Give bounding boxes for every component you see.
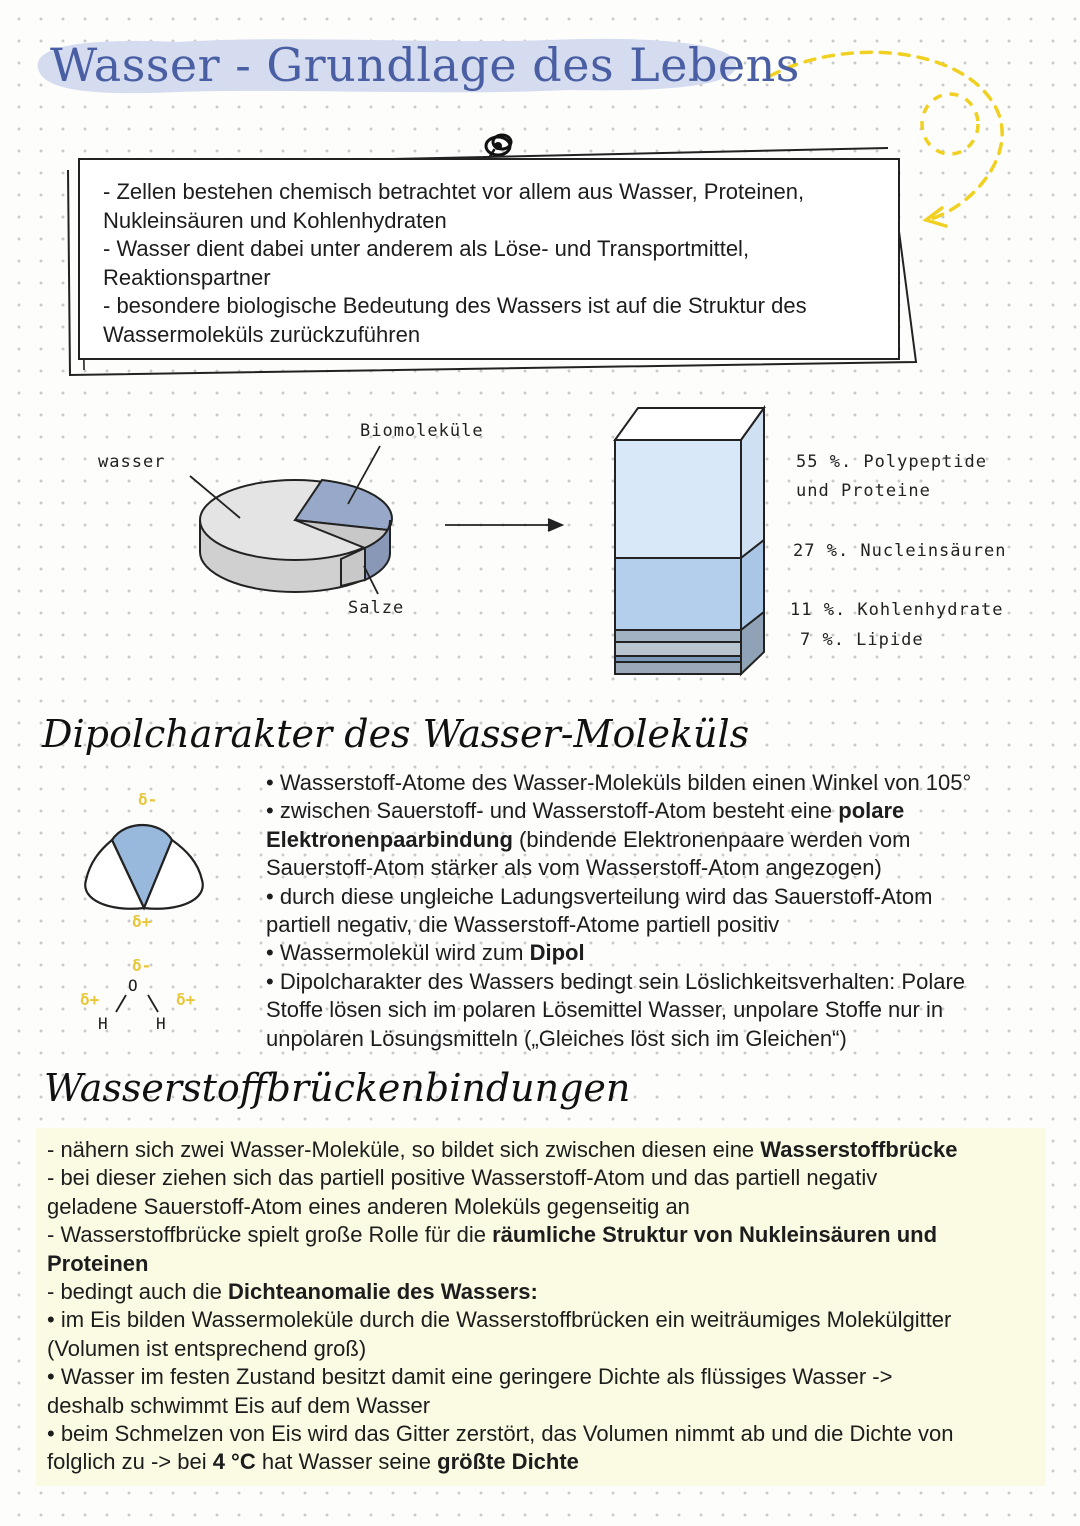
intro-line: - Wasser dient dabei unter anderem als Löse- und Transportmittel, xyxy=(103,236,750,261)
hbond-line: - bei dieser ziehen sich das partiell positive Wasserstoff-Atom und das partiell negativ xyxy=(47,1165,878,1191)
hbond-line: folglich zu -> bei 4 °C hat Wasser seine größte Dichte xyxy=(47,1449,579,1475)
hydrogen-atom-label: H xyxy=(156,1014,166,1033)
hbond-line: • beim Schmelzen von Eis wird das Gitter zerstört, das Volumen nimmt ab und die Dichte von xyxy=(47,1421,954,1447)
hbond-line: deshalb schwimmt Eis auf dem Wasser xyxy=(47,1392,431,1418)
dipol-line: Elektronenpaarbindung (bindende Elektronenpaare werden vom xyxy=(266,826,911,852)
delta-minus-label: δ- xyxy=(132,956,152,975)
pie-label-biomolecules: Biomoleküle xyxy=(360,421,484,441)
dipol-line: • Wassermolekül wird zum Dipol xyxy=(266,940,585,966)
delta-plus-label: δ+ xyxy=(176,990,196,1009)
dipol-line: • Wasserstoff-Atome des Wasser-Moleküls bilden einen Winkel von 105° xyxy=(266,770,972,795)
delta-minus-label: δ- xyxy=(138,790,158,809)
page-title: Wasser - Grundlage des Lebens xyxy=(50,38,800,92)
dipol-line: unpolaren Lösungsmitteln („Gleiches löst sich im Gleichen“) xyxy=(266,1025,847,1051)
dipol-text-block xyxy=(266,769,1056,1053)
composition-block xyxy=(615,408,764,674)
hbond-line: - nähern sich zwei Wasser-Moleküle, so bildet sich zwischen diesen eine Wasserstoffbrücke xyxy=(47,1137,958,1162)
bar-label-nucleic: 27 %. Nucleinsäuren xyxy=(793,541,1007,561)
hbond-line: • Wasser im festen Zustand besitzt damit eine geringere Dichte als flüssiges Wasser -> xyxy=(47,1364,893,1390)
dipol-line: Sauerstoff-Atom stärker als vom Wasserstoff-Atom angezogen) xyxy=(266,855,882,881)
hydrogen-atom-label: H xyxy=(98,1014,108,1033)
delta-plus-label: δ+ xyxy=(132,912,152,931)
bar-label-lipids: 7 %. Lipide xyxy=(800,630,924,650)
intro-line: Nukleinsäuren und Kohlenhydraten xyxy=(103,207,447,233)
bar-label-polypeptides-cont: und Proteine xyxy=(796,481,931,501)
bar-label-carbs: 11 %. Kohlenhydrate xyxy=(790,600,1004,620)
intro-line: Reaktionspartner xyxy=(103,264,271,290)
dipol-line: • Dipolcharakter des Wassers bedingt sein Löslichkeitsverhalten: Polare xyxy=(266,968,966,994)
hbond-line: (Volumen ist entsprechend groß) xyxy=(47,1335,367,1361)
pie-label-salts: Salze xyxy=(348,598,405,618)
composition-pie xyxy=(200,480,392,592)
oxygen-atom-label: O xyxy=(128,976,138,995)
hbond-line: - Wasserstoffbrücke spielt große Rolle für die räumliche Struktur von Nukleinsäuren und xyxy=(47,1222,938,1248)
intro-line: Wassermoleküls zurückzuführen xyxy=(103,321,421,347)
dipol-line: partiell negativ, die Wasserstoff-Atome partiell positiv xyxy=(266,912,780,938)
bar-label-polypeptides: 55 %. Polypeptide xyxy=(796,452,987,472)
dipol-line: • zwischen Sauerstoff- und Wasserstoff-Atom besteht eine polare xyxy=(266,798,905,824)
intro-line: - Zellen bestehen chemisch betrachtet vor allem aus Wasser, Proteinen, xyxy=(103,179,805,204)
hbond-text-box xyxy=(36,1128,1046,1486)
hbond-line: - bedingt auch die Dichteanomalie des Wassers: xyxy=(47,1279,538,1305)
dipol-line: • durch diese ungleiche Ladungsverteilung wird das Sauerstoff-Atom xyxy=(266,883,933,909)
intro-summary-box xyxy=(78,158,900,360)
intro-line: - besondere biologische Bedeutung des Wassers ist auf die Struktur des xyxy=(103,293,807,318)
section-heading-dipol: Dipolcharakter des Wasser-Moleküls xyxy=(42,712,750,756)
section-heading-hbond: Wasserstoffbrückenbindungen xyxy=(44,1066,631,1110)
dipol-line: Stoffe lösen sich im polaren Lösemittel Wasser, unpolare Stoffe nur in xyxy=(266,997,944,1023)
hbond-line: Proteinen xyxy=(47,1250,149,1276)
hbond-line: geladene Sauerstoff-Atom eines anderen Moleküls gegenseitig an xyxy=(47,1193,690,1219)
hbond-line: • im Eis bilden Wassermoleküle durch die Wasserstoffbrücken ein weiträumiges Molekülgitter xyxy=(47,1307,952,1333)
delta-plus-label: δ+ xyxy=(80,990,100,1009)
pie-label-water: wasser xyxy=(98,452,166,472)
